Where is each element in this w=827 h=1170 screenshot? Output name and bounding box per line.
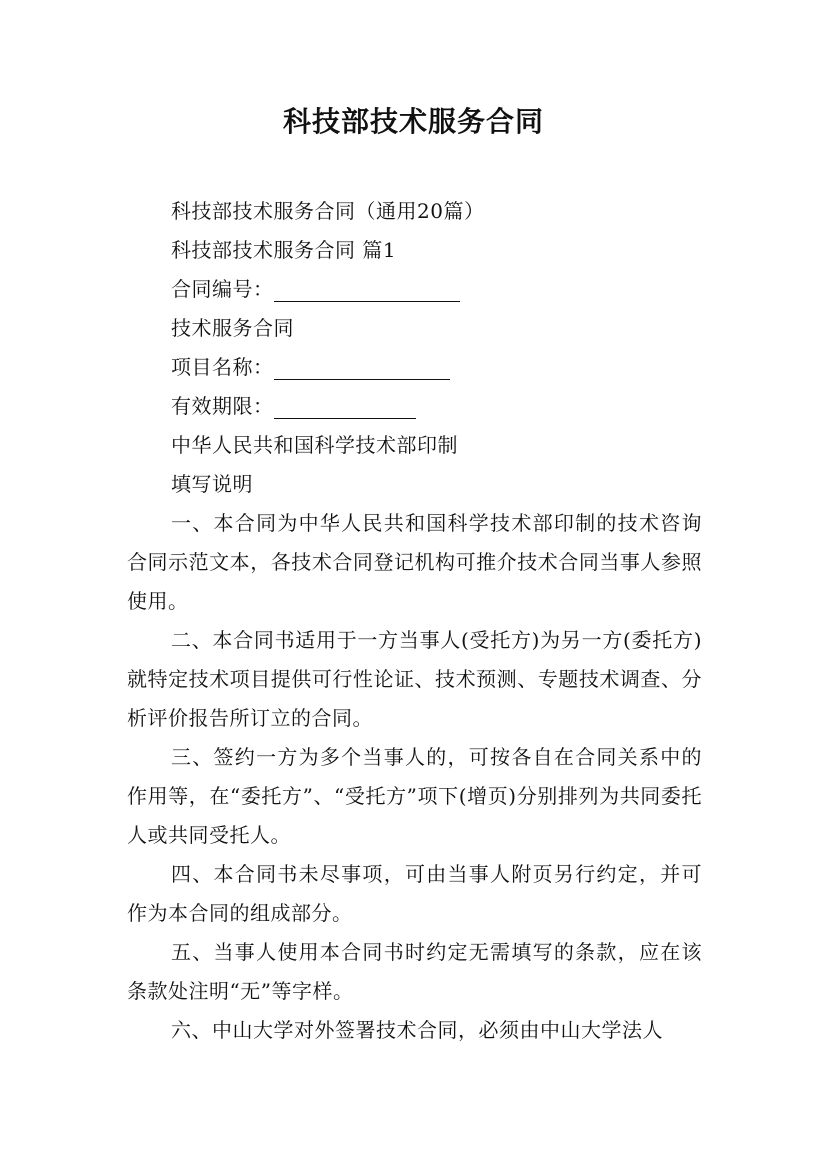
instruction-paragraph-4: 四、本合同书未尽事项，可由当事人附页另行约定，并可作为本合同的组成部分。 bbox=[127, 862, 702, 925]
contract-number-blank bbox=[274, 275, 460, 302]
instruction-paragraph-5: 五、当事人使用本合同书时约定无需填写的条款，应在该条款处注明“无”等字样。 bbox=[127, 940, 702, 1003]
instructions-heading: 填写说明 bbox=[171, 472, 253, 496]
instruction-paragraph-6: 六、中山大学对外签署技术合同，必须由中山大学法人 bbox=[171, 1018, 663, 1042]
instruction-paragraph-3: 三、签约一方为多个当事人的，可按各自在合同关系中的作用等，在“委托方”、“受托方”项下(增页)分别排列为共同委托人或共同受托人。 bbox=[127, 745, 702, 847]
issuer-line: 中华人民共和国科学技术部印制 bbox=[171, 433, 458, 457]
contract-number-label: 合同编号： bbox=[171, 277, 274, 301]
contract-number-row bbox=[127, 270, 702, 309]
piece-title: 科技部技术服务合同 篇1 bbox=[171, 238, 397, 262]
document-body bbox=[127, 192, 702, 1050]
project-name-blank bbox=[274, 353, 450, 380]
project-name-row bbox=[127, 348, 702, 387]
project-name-label: 项目名称： bbox=[171, 355, 274, 379]
validity-period-blank bbox=[274, 392, 416, 419]
instruction-paragraph-1: 一、本合同为中华人民共和国科学技术部印制的技术咨询合同示范文本，各技术合同登记机构可推介技术合同当事人参照使用。 bbox=[127, 511, 702, 613]
contract-type: 技术服务合同 bbox=[171, 316, 294, 340]
document-title: 科技部技术服务合同 bbox=[282, 105, 544, 138]
collection-title: 科技部技术服务合同（通用20篇） bbox=[171, 199, 485, 223]
validity-period-row bbox=[127, 387, 702, 426]
validity-period-label: 有效期限： bbox=[171, 394, 274, 418]
instruction-paragraph-2: 二、本合同书适用于一方当事人(受托方)为另一方(委托方)就特定技术项目提供可行性论证、技术预测、专题技术调查、分析评价报告所订立的合同。 bbox=[127, 628, 702, 730]
